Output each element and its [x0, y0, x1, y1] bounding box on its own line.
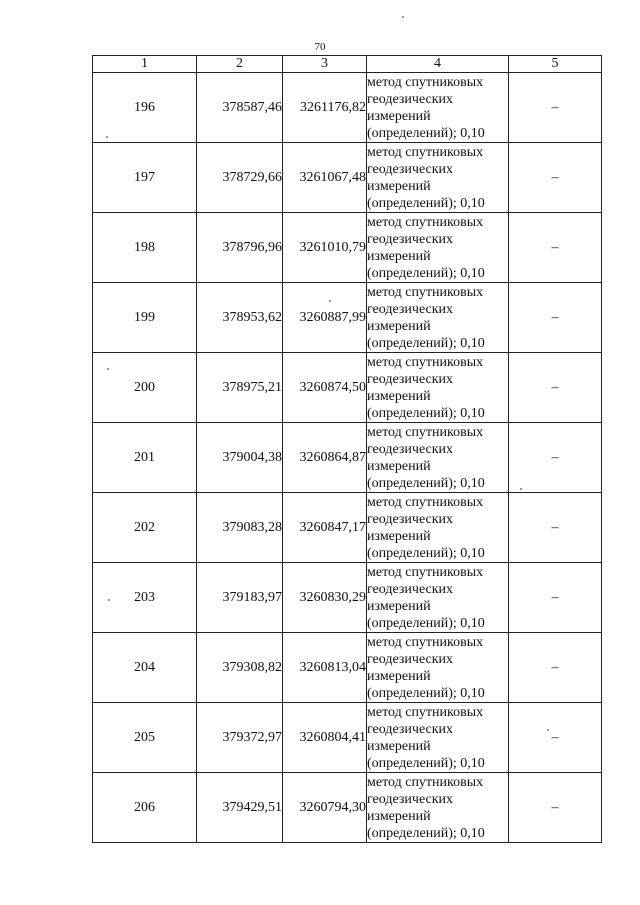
x-coordinate-cell: 379372,97 — [197, 703, 283, 773]
table-row — [93, 353, 602, 423]
scan-speck — [107, 368, 109, 370]
point-number-cell: 205 — [93, 703, 197, 773]
y-coordinate-cell: 3260887,99 — [283, 283, 367, 353]
column-header-2: 2 — [197, 56, 283, 73]
column-header-3: 3 — [283, 56, 367, 73]
y-coordinate-cell: 3260813,04 — [283, 633, 367, 703]
column-header-5: 5 — [509, 56, 602, 73]
point-number-cell: 203 — [93, 563, 197, 633]
note-cell: – — [509, 563, 602, 633]
point-number-cell: 197 — [93, 143, 197, 213]
note-cell: – — [509, 143, 602, 213]
page-number: 70 — [314, 41, 326, 53]
method-cell: метод спутниковых геодезических измерений (определений); 0,10 — [367, 353, 509, 423]
scan-speck — [547, 729, 549, 731]
method-cell: метод спутниковых геодезических измерений (определений); 0,10 — [367, 73, 509, 143]
method-cell: метод спутниковых геодезических измерений (определений); 0,10 — [367, 703, 509, 773]
y-coordinate-cell: 3260794,30 — [283, 773, 367, 843]
method-cell: метод спутниковых геодезических измерений (определений); 0,10 — [367, 563, 509, 633]
y-coordinate-cell: 3260804,41 — [283, 703, 367, 773]
y-coordinate-cell: 3261067,48 — [283, 143, 367, 213]
table-row — [93, 773, 602, 843]
x-coordinate-cell: 378796,96 — [197, 213, 283, 283]
note-cell: – — [509, 423, 602, 493]
column-header-1: 1 — [93, 56, 197, 73]
point-number-cell: 200 — [93, 353, 197, 423]
method-cell: метод спутниковых геодезических измерений (определений); 0,10 — [367, 143, 509, 213]
scan-speck — [106, 136, 108, 138]
y-coordinate-cell: 3260874,50 — [283, 353, 367, 423]
table-row — [93, 73, 602, 143]
point-number-cell: 199 — [93, 283, 197, 353]
point-number-cell: 201 — [93, 423, 197, 493]
table-row — [93, 143, 602, 213]
x-coordinate-cell: 378729,66 — [197, 143, 283, 213]
point-number-cell: 198 — [93, 213, 197, 283]
note-cell: – — [509, 213, 602, 283]
y-coordinate-cell: 3261010,79 — [283, 213, 367, 283]
scan-speck — [402, 16, 404, 18]
scan-speck — [520, 488, 522, 490]
scan-speck — [329, 300, 331, 302]
note-cell: – — [509, 353, 602, 423]
method-cell: метод спутниковых геодезических измерений (определений); 0,10 — [367, 283, 509, 353]
x-coordinate-cell: 378975,21 — [197, 353, 283, 423]
x-coordinate-cell: 379083,28 — [197, 493, 283, 563]
x-coordinate-cell: 379308,82 — [197, 633, 283, 703]
point-number-cell: 202 — [93, 493, 197, 563]
y-coordinate-cell: 3260864,87 — [283, 423, 367, 493]
x-coordinate-cell: 379004,38 — [197, 423, 283, 493]
table-row — [93, 563, 602, 633]
y-coordinate-cell: 3261176,82 — [283, 73, 367, 143]
method-cell: метод спутниковых геодезических измерений (определений); 0,10 — [367, 773, 509, 843]
note-cell: – — [509, 493, 602, 563]
x-coordinate-cell: 379183,97 — [197, 563, 283, 633]
table-row — [93, 703, 602, 773]
note-cell: – — [509, 73, 602, 143]
point-number-cell: 204 — [93, 633, 197, 703]
note-cell: – — [509, 773, 602, 843]
note-cell: – — [509, 633, 602, 703]
table-row — [93, 493, 602, 563]
point-number-cell: 206 — [93, 773, 197, 843]
x-coordinate-cell: 379429,51 — [197, 773, 283, 843]
x-coordinate-cell: 378587,46 — [197, 73, 283, 143]
table-row — [93, 423, 602, 493]
coordinates-table — [92, 55, 602, 843]
method-cell: метод спутниковых геодезических измерений (определений); 0,10 — [367, 633, 509, 703]
y-coordinate-cell: 3260830,29 — [283, 563, 367, 633]
y-coordinate-cell: 3260847,17 — [283, 493, 367, 563]
note-cell: – — [509, 703, 602, 773]
column-header-4: 4 — [367, 56, 509, 73]
table-row — [93, 283, 602, 353]
method-cell: метод спутниковых геодезических измерений (определений); 0,10 — [367, 493, 509, 563]
table-header-row — [93, 56, 602, 73]
scan-speck — [108, 599, 110, 601]
x-coordinate-cell: 378953,62 — [197, 283, 283, 353]
note-cell: – — [509, 283, 602, 353]
table-row — [93, 633, 602, 703]
method-cell: метод спутниковых геодезических измерений (определений); 0,10 — [367, 423, 509, 493]
point-number-cell: 196 — [93, 73, 197, 143]
method-cell: метод спутниковых геодезических измерений (определений); 0,10 — [367, 213, 509, 283]
table-row — [93, 213, 602, 283]
